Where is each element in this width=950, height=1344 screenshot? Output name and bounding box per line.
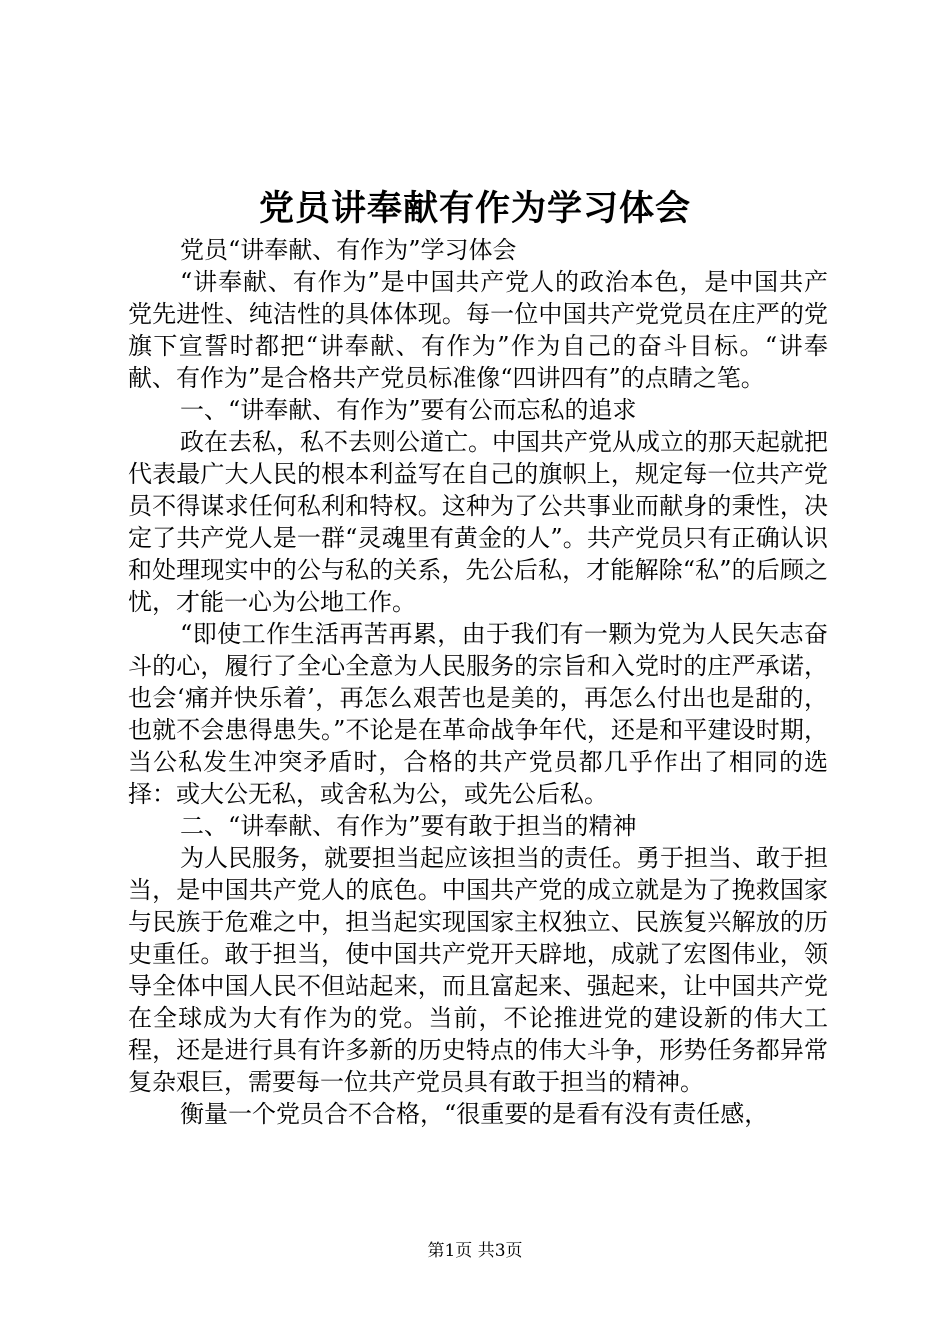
page-footer: 第1页 共3页 bbox=[427, 1241, 523, 1261]
paragraph-section2-b: 衡量一个党员合不合格，“很重要的是看有没有责任感， bbox=[180, 1100, 769, 1128]
paragraph-section1-b: “即使工作生活再苦再累，由于我们有一颗为党为人民矢志奋斗的心，履行了全心全意为人民服务的宗旨和入党时的庄严承诺，也会‘痛并快乐着’，再怎么艰苦也是美的，再怎么付出也是甜的，也就不会患得患失。”不论是在革命战争年代，还是和平建设时期，当公私发生冲突矛盾时，合格的共产党员都几乎作出了相同的选择：或大公无私，或舍私为公，或先公后私。 bbox=[128, 620, 828, 808]
document-title: 党员讲奉献有作为学习体会 bbox=[258, 188, 691, 229]
section-heading-2: 二、“讲奉献、有作为”要有敢于担当的精神 bbox=[180, 812, 637, 840]
paragraph-section2-a: 为人民服务，就要担当起应该担当的责任。勇于担当、敢于担当，是中国共产党人的底色。中国共产党的成立就是为了挽救国家与民族于危难之中，担当起实现国家主权独立、民族复兴解放的历史重任。敢于担当，使中国共产党开天辟地，成就了宏图伟业，领导全体中国人民不但站起来，而且富起来、强起来，让中国共产党在全球成为大有作为的党。当前，不论推进党的建设新的伟大工程，还是进行具有许多新的历史特点的伟大斗争，形势任务都异常复杂艰巨，需要每一位共产党员具有敢于担当的精神。 bbox=[128, 844, 828, 1096]
paragraph-section1-a: 政在去私，私不去则公道亡。中国共产党从成立的那天起就把代表最广大人民的根本利益写在自己的旗帜上，规定每一位共产党员不得谋求任何私利和特权。这种为了公共事业而献身的秉性，决定了共产党人是一群“灵魂里有黄金的人”。共产党员只有正确认识和处理现实中的公与私的关系，先公后私，才能解除“私”的后顾之忧，才能一心为公地工作。 bbox=[128, 428, 828, 616]
section-heading-1: 一、“讲奉献、有作为”要有公而忘私的追求 bbox=[180, 396, 637, 424]
paragraph-subtitle: 党员“讲奉献、有作为”学习体会 bbox=[180, 236, 517, 264]
document-body bbox=[128, 234, 828, 1130]
paragraph-intro: “讲奉献、有作为”是中国共产党人的政治本色，是中国共产党先进性、纯洁性的具体体现。每一位中国共产党党员在庄严的党旗下宣誓时都把“讲奉献、有作为”作为自己的奋斗目标。“讲奉献、有作为”是合格共产党员标准像“四讲四有”的点睛之笔。 bbox=[128, 268, 828, 392]
